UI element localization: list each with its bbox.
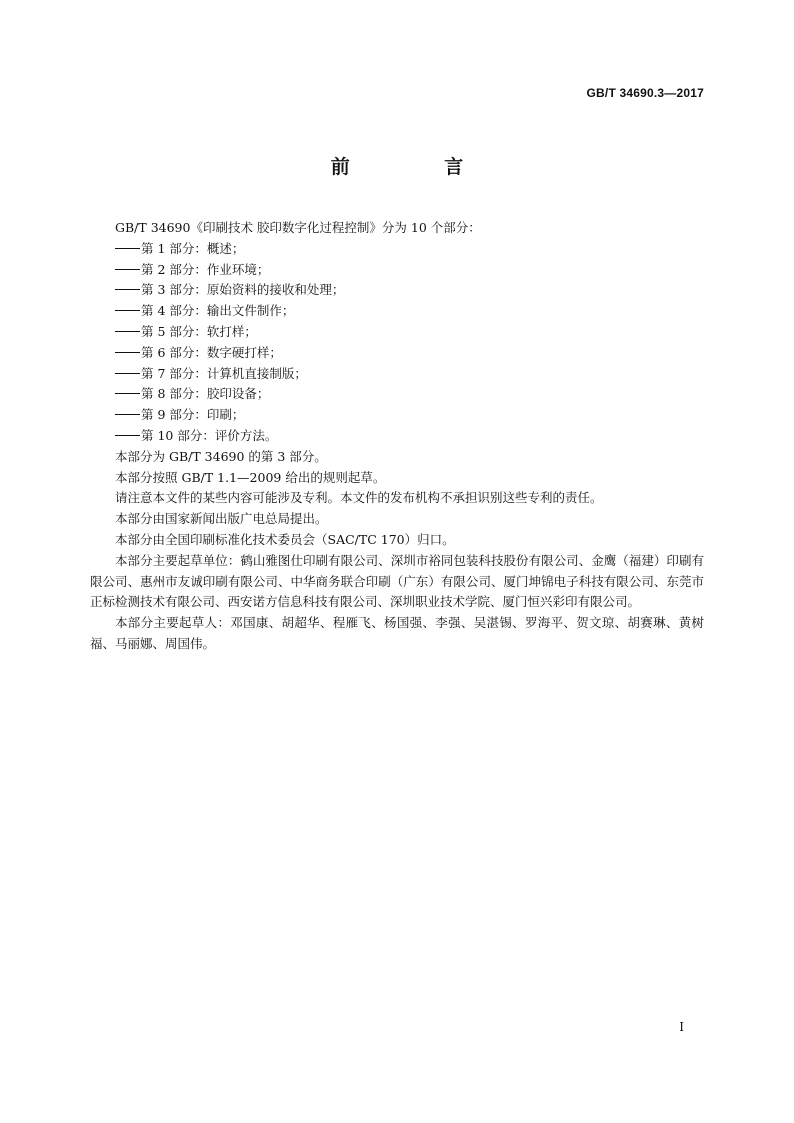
list-item: 第 2 部分：作业环境； xyxy=(90,260,704,281)
drafters: 本部分主要起草人：邓国康、胡超华、程雁飞、杨国强、李强、吴湛锡、罗海平、贺文琼、胡赛琳、黄树福、马丽娜、周国伟。 xyxy=(90,615,704,651)
list-item: 第 3 部分：原始资料的接收和处理； xyxy=(90,280,704,301)
proposer: 本部分由国家新闻出版广电总局提出。 xyxy=(115,511,328,527)
patent-notice: 请注意本文件的某些内容可能涉及专利。本文件的发布机构不承担识别这些专利的责任。 xyxy=(115,490,603,506)
dash-mark xyxy=(115,248,140,249)
list-item: 第 4 部分：输出文件制作； xyxy=(90,301,704,322)
drafting-rules: 本部分按照 GB/T 1.1—2009 给出的规则起草。 xyxy=(115,469,386,485)
parts-list xyxy=(90,239,704,447)
list-item: 第 9 部分：印刷； xyxy=(90,405,704,426)
dash-mark xyxy=(115,393,140,394)
list-item: 第 6 部分：数字硬打样； xyxy=(90,343,704,364)
foreword-body xyxy=(90,218,704,655)
dash-mark xyxy=(115,289,140,290)
dash-mark xyxy=(115,352,140,353)
list-item: 第 10 部分：评价方法。 xyxy=(90,426,704,447)
drafting-organizations: 本部分主要起草单位：鹤山雅图仕印刷有限公司、深圳市裕同包装科技股份有限公司、金鹰（福建）印刷有限公司、惠州市友诚印刷有限公司、中华商务联合印刷（广东）有限公司、厦门坤锦电子科技有限公司、东莞市正标检测技术有限公司、西安诺方信息科技有限公司、深圳职业技术学院、厦门恒兴彩印有限公司。 xyxy=(90,552,704,610)
technical-committee: 本部分由全国印刷标准化技术委员会（SAC/TC 170）归口。 xyxy=(115,531,455,547)
list-item: 第 5 部分：软打样； xyxy=(90,322,704,343)
dash-mark xyxy=(115,414,140,415)
standard-code: GB/T 34690.3—2017 xyxy=(586,86,704,100)
list-item: 第 7 部分：计算机直接制版； xyxy=(90,364,704,385)
dash-mark xyxy=(115,310,140,311)
page-title: 前 言 xyxy=(330,156,508,178)
page-number: I xyxy=(679,1020,684,1034)
intro-paragraph: GB/T 34690《印刷技术 胶印数字化过程控制》分为 10 个部分： xyxy=(115,220,481,235)
part-statement: 本部分为 GB/T 34690 的第 3 部分。 xyxy=(115,448,327,464)
dash-mark xyxy=(115,269,140,270)
dash-mark xyxy=(115,373,140,374)
dash-mark xyxy=(115,331,140,332)
list-item: 第 1 部分：概述； xyxy=(90,239,704,260)
dash-mark xyxy=(115,435,140,436)
list-item: 第 8 部分：胶印设备； xyxy=(90,384,704,405)
